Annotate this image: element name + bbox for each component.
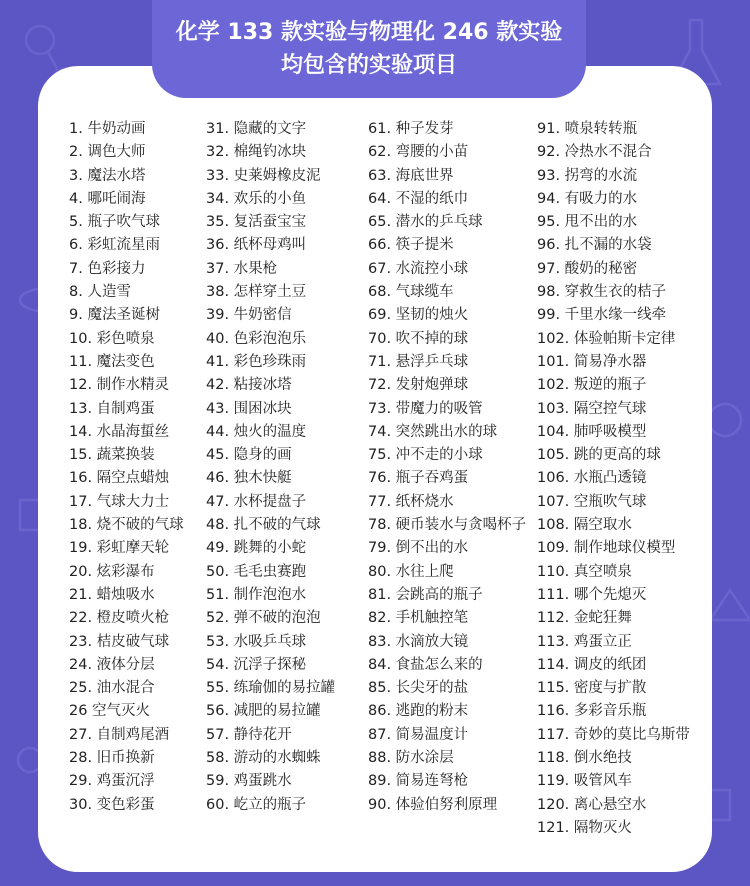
experiment-item: 94. 有吸力的水 [537, 190, 638, 207]
experiment-item: 60. 屹立的瓶子 [206, 796, 307, 813]
experiment-item: 53. 水吸乒乓球 [206, 633, 307, 650]
experiment-item: 29. 鸡蛋沉浮 [69, 773, 155, 790]
experiment-item: 64. 不湿的纸巾 [368, 190, 469, 207]
experiment-item: 88. 防水涂层 [368, 750, 454, 767]
experiment-item: 108. 隔空取水 [537, 517, 632, 534]
experiment-item: 6. 彩虹流星雨 [69, 237, 160, 254]
experiment-item: 51. 制作泡泡水 [206, 586, 307, 603]
experiment-item: 76. 瓶子吞鸡蛋 [368, 470, 469, 487]
experiment-item: 75. 冲不走的小球 [368, 447, 483, 464]
experiment-item: 39. 牛奶密信 [206, 307, 292, 324]
experiment-item: 44. 烛火的温度 [206, 423, 307, 440]
experiment-item: 14. 水晶海蜇丝 [69, 423, 170, 440]
experiment-item: 86. 逃跑的粉末 [368, 703, 469, 720]
experiment-item: 106. 水瓶凸透镜 [537, 470, 647, 487]
experiment-item: 92. 冷热水不混合 [537, 144, 652, 161]
experiment-item: 81. 会跳高的瓶子 [368, 586, 483, 603]
experiment-item: 74. 突然跳出水的球 [368, 423, 498, 440]
experiment-item: 107. 空瓶吹气球 [537, 493, 647, 510]
experiment-item: 63. 海底世界 [368, 167, 454, 184]
experiment-item: 72. 发射炮弹球 [368, 377, 469, 394]
experiment-item: 59. 鸡蛋跳水 [206, 773, 292, 790]
experiment-item: 23. 桔皮破气球 [69, 633, 170, 650]
experiment-item: 10. 彩色喷泉 [69, 330, 155, 347]
experiment-item: 113. 鸡蛋立正 [537, 633, 632, 650]
experiment-item: 16. 隔空点蜡烛 [69, 470, 170, 487]
experiment-item: 71. 悬浮乒乓球 [368, 353, 469, 370]
experiment-item: 105. 跳的更高的球 [537, 447, 661, 464]
experiment-item: 49. 跳舞的小蛇 [206, 540, 307, 557]
title-banner [152, 0, 586, 98]
experiment-item: 85. 长尖牙的盐 [368, 680, 469, 697]
experiment-item: 97. 酸奶的秘密 [537, 260, 638, 277]
experiment-item: 58. 游动的水蜘蛛 [206, 750, 321, 767]
experiment-item: 31. 隐藏的文字 [206, 121, 307, 137]
experiment-item: 8. 人造雪 [69, 284, 131, 301]
experiment-item: 24. 液体分层 [69, 656, 155, 673]
experiment-item: 25. 油水混合 [69, 680, 155, 697]
experiment-column-1 [69, 118, 184, 817]
experiment-item: 43. 围困冰块 [206, 400, 292, 417]
experiment-item: 68. 气球缆车 [368, 284, 454, 301]
experiment-item: 7. 色彩接力 [69, 260, 146, 277]
experiment-item: 19. 彩虹摩天轮 [69, 540, 170, 557]
experiment-item: 18. 烧不破的气球 [69, 517, 184, 534]
experiment-item: 30. 变色彩蛋 [69, 796, 155, 813]
experiment-column-4 [537, 118, 690, 840]
experiment-item: 57. 静待花开 [206, 726, 292, 743]
experiment-item: 90. 体验伯努利原理 [368, 796, 498, 813]
experiment-item: 102. 体验帕斯卡定律 [537, 330, 676, 347]
experiment-item: 48. 扎不破的气球 [206, 517, 321, 534]
experiment-item: 34. 欢乐的小鱼 [206, 190, 307, 207]
experiment-item: 54. 沉浮子探秘 [206, 656, 307, 673]
experiment-item: 5. 瓶子吹气球 [69, 214, 160, 231]
experiment-item: 82. 手机触控笔 [368, 610, 469, 627]
title-line-2: 均包含的实验项目 [280, 53, 457, 78]
experiment-item: 98. 穿救生衣的桔子 [537, 284, 667, 301]
experiment-item: 117. 奇妙的莫比乌斯带 [537, 726, 690, 743]
experiment-item: 102. 叛逆的瓶子 [537, 377, 647, 394]
experiment-item: 22. 橙皮喷火枪 [69, 610, 170, 627]
experiment-item: 89. 简易连弩枪 [368, 773, 469, 790]
experiment-item: 111. 哪个先熄灭 [537, 586, 647, 603]
experiment-item: 3. 魔法水塔 [69, 167, 146, 184]
experiment-item: 84. 食盐怎么来的 [368, 656, 483, 673]
experiment-item: 52. 弹不破的泡泡 [206, 610, 321, 627]
experiment-item: 65. 潜水的乒乓球 [368, 214, 483, 231]
experiment-item: 103. 隔空控气球 [537, 400, 647, 417]
experiment-item: 61. 种子发芽 [368, 121, 454, 137]
experiment-item: 26 空气灭火 [69, 703, 151, 720]
experiment-item: 87. 简易温度计 [368, 726, 469, 743]
experiment-item: 115. 密度与扩散 [537, 680, 647, 697]
experiment-item: 37. 水果枪 [206, 260, 278, 277]
experiment-item: 78. 硬币装水与贪喝杯子 [368, 517, 527, 534]
experiment-item: 104. 肺呼吸模型 [537, 423, 647, 440]
experiment-item: 95. 甩不出的水 [537, 214, 638, 231]
experiment-item: 80. 水往上爬 [368, 563, 454, 580]
experiment-item: 47. 水杯提盘子 [206, 493, 307, 510]
experiment-item: 45. 隐身的画 [206, 447, 292, 464]
experiment-item: 4. 哪吒闹海 [69, 190, 146, 207]
experiment-item: 73. 带魔力的吸管 [368, 400, 483, 417]
experiment-item: 28. 旧币换新 [69, 750, 155, 767]
experiment-item: 56. 减肥的易拉罐 [206, 703, 321, 720]
experiment-item: 27. 自制鸡尾酒 [69, 726, 170, 743]
experiment-item: 110. 真空喷泉 [537, 563, 632, 580]
experiment-item: 93. 拐弯的水流 [537, 167, 638, 184]
experiment-item: 79. 倒不出的水 [368, 540, 469, 557]
experiment-item: 99. 千里水缘一线牵 [537, 307, 667, 324]
experiment-item: 35. 复活蚕宝宝 [206, 214, 307, 231]
experiment-item: 15. 蔬菜换装 [69, 447, 155, 464]
experiment-item: 33. 史莱姆橡皮泥 [206, 167, 321, 184]
experiment-item: 46. 独木快艇 [206, 470, 292, 487]
experiment-item: 91. 喷泉转转瓶 [537, 121, 638, 137]
experiment-item: 36. 纸杯母鸡叫 [206, 237, 307, 254]
experiment-item: 119. 吸管风车 [537, 773, 632, 790]
experiment-item: 77. 纸杯烧水 [368, 493, 454, 510]
experiment-item: 21. 蜡烛吸水 [69, 586, 155, 603]
experiment-item: 109. 制作地球仪模型 [537, 540, 676, 557]
experiment-item: 70. 吹不掉的球 [368, 330, 469, 347]
experiment-item: 118. 倒水绝技 [537, 750, 632, 767]
experiment-item: 83. 水滴放大镜 [368, 633, 469, 650]
experiment-item: 121. 隔物灭火 [537, 819, 632, 836]
experiment-item: 20. 炫彩瀑布 [69, 563, 155, 580]
title-line-1: 化学 133 款实验与物理化 246 款实验 [175, 20, 563, 45]
experiment-item: 41. 彩色珍珠雨 [206, 353, 307, 370]
experiment-item: 13. 自制鸡蛋 [69, 400, 155, 417]
experiment-item: 112. 金蛇狂舞 [537, 610, 632, 627]
experiment-item: 32. 棉绳钓冰块 [206, 144, 307, 161]
experiment-column-3 [368, 118, 526, 817]
experiment-item: 96. 扎不漏的水袋 [537, 237, 652, 254]
experiment-item: 62. 弯腰的小苗 [368, 144, 469, 161]
experiment-item: 116. 多彩音乐瓶 [537, 703, 647, 720]
experiment-item: 114. 调皮的纸团 [537, 656, 647, 673]
experiment-item: 66. 筷子提米 [368, 237, 454, 254]
experiment-item: 69. 坚韧的烛火 [368, 307, 469, 324]
experiment-item: 42. 粘接冰塔 [206, 377, 292, 394]
experiment-item: 2. 调色大师 [69, 144, 146, 161]
experiment-item: 11. 魔法变色 [69, 353, 155, 370]
experiment-item: 120. 离心悬空水 [537, 796, 647, 813]
experiment-item: 67. 水流控小球 [368, 260, 469, 277]
experiment-item: 50. 毛毛虫赛跑 [206, 563, 307, 580]
experiment-item: 40. 色彩泡泡乐 [206, 330, 307, 347]
experiment-item: 12. 制作水精灵 [69, 377, 170, 394]
experiment-item: 55. 练瑜伽的易拉罐 [206, 680, 336, 697]
experiment-item: 17. 气球大力士 [69, 493, 170, 510]
experiment-item: 101. 简易净水器 [537, 353, 647, 370]
molecule-icon [26, 26, 54, 54]
experiment-item: 38. 怎样穿土豆 [206, 284, 307, 301]
experiment-item: 1. 牛奶动画 [69, 121, 146, 137]
experiment-column-2 [206, 118, 335, 817]
experiment-item: 9. 魔法圣诞树 [69, 307, 160, 324]
